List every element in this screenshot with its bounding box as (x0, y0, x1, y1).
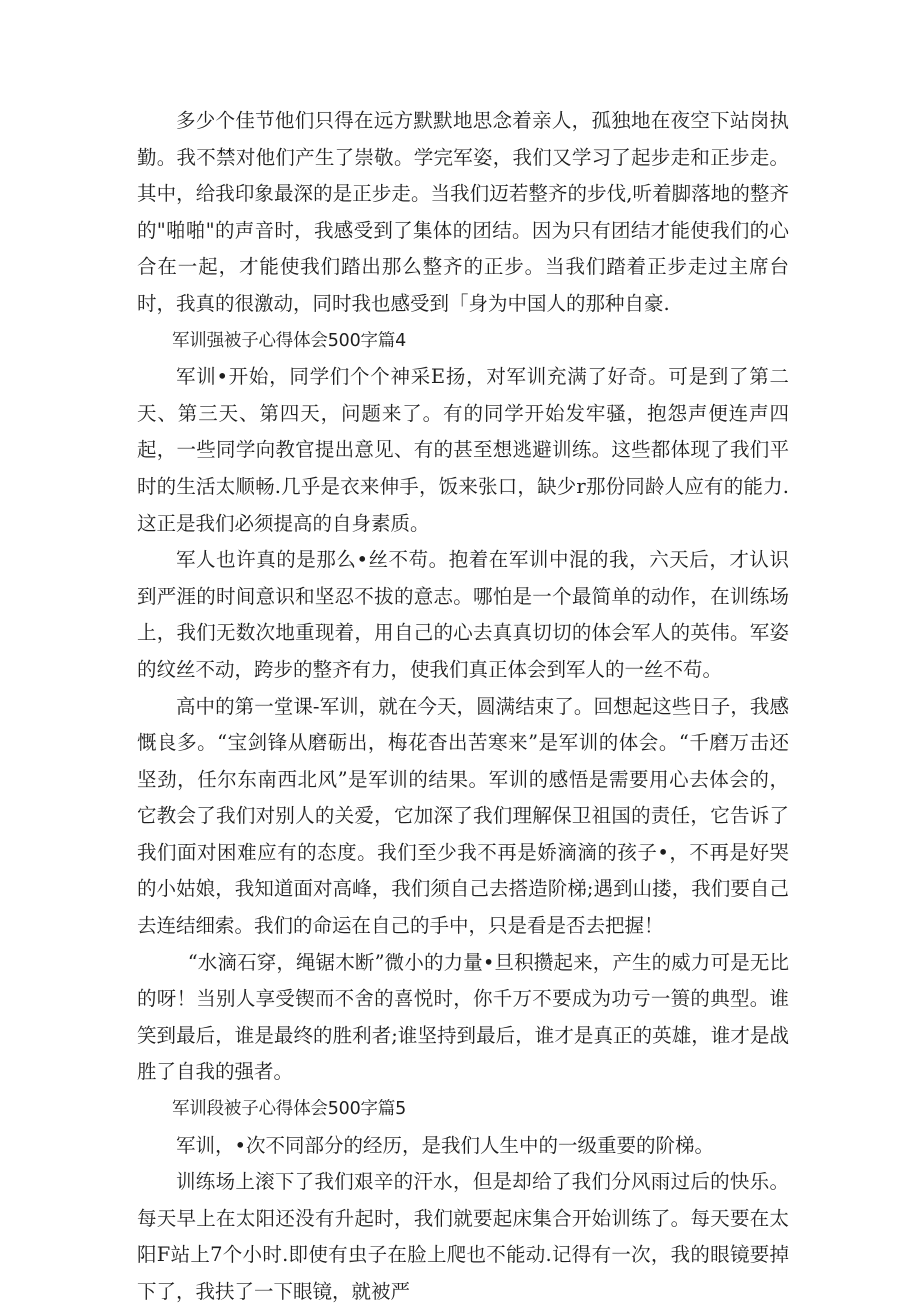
paragraph-soldier-respect: 多少个佳节他们只得在远方默默地思念着亲人，孤独地在夜空下站岗执勤。我不禁对他们产生了崇敬。学完军姿，我们又学习了起步走和正步走。其中，给我印象最深的是正步走。当我们迈若整齐的步伐,听着脚落地的整齐的"啪啪"的声音时，我感受到了集体的团结。因为只有团结才能使我们的心合在一起，才能使我们踏出那么整齐的正步。当我们踏着正步走过主席台时，我真的很激动，同时我也感受到「身为中国人的那种自豪. (137, 109, 789, 315)
paragraph-first-lesson: 高中的第一堂课-军训，就在今天，圆满结束了。回想起这些日子，我感慨良多。“宝剑锋从磨砺出，梅花杳出苦寒来”是军训的体会。“千磨万击还坚劲，任尔东南西北风”是军训的结果。军训的感悟是需要用心去体会的，它教会了我们对别人的关爱，它加深了我们理解保卫祖国的责任，它告诉了我们面对困难应有的态度。我们至少我不再是娇滴滴的孩子•，不再是好哭的小姑娘，我知道面对高峰，我们须自己去搭造阶梯;遇到山搂，我们要自己去连结细索。我们的命运在自己的手中，只是看是否去把握！ (137, 694, 789, 938)
paragraph-training-field: 训练场上滚下了我们艰辛的汗水，但是却给了我们分风雨过后的快乐。每天早上在太阳还没有升起时，我们就要起床集合开始训练了。每天要在太阳F站上7个小时.即使有虫子在脸上爬也不能动.记得有一次，我的眼镜要掉下了，我扶了一下眼镜，就被严 (137, 1170, 789, 1303)
section-heading-5: 军训段被子心得体会500字篇5 (172, 1099, 407, 1120)
paragraph-meticulous: 军人也许真的是那么•丝不苟。抱着在军训中混的我，六天后，才认识到严涯的时间意识和坚忍不拔的意志。哪怕是一个最简单的动作，在训练场上，我们无数次地重现着，用自己的心去真真切切的体会军人的英伟。军姿的纹丝不动，跨步的整齐有力，使我们真正体会到军人的一丝不苟。 (137, 548, 789, 681)
paragraph-training-start: 军训•开始，同学们个个神采E扬，对军训充满了好奇。可是到了第二天、第三天、第四天，问题来了。有的同学开始发牢骚，抱怨声便连声四起，一些同学向教官提出意见、有的甚至想逃避训练。这些都体现了我们平时的生活太顺畅.几乎是衣来伸手，饭来张口，缺少r那份同龄人应有的能力.这正是我们必须提高的自身素质。 (137, 365, 789, 535)
paragraph-perseverance: “水滴石穿，绳锯木断”微小的力量•旦积攒起来，产生的威力可是无比的呀！当别人享受锲而不舍的喜悦时，你千万不要成为功亏一篑的典型。谁笑到最后，谁是最终的胜利者;谁坚持到最后，谁才是真正的英雄，谁才是战胜了自我的强者。 (137, 950, 789, 1084)
document-body (137, 103, 789, 1311)
paragraph-important-step: 军训，•次不同部分的经历，是我们人生中的一级重要的阶梯。 (176, 1133, 715, 1157)
section-heading-4: 军训强被子心得体会500字篇4 (172, 330, 407, 351)
